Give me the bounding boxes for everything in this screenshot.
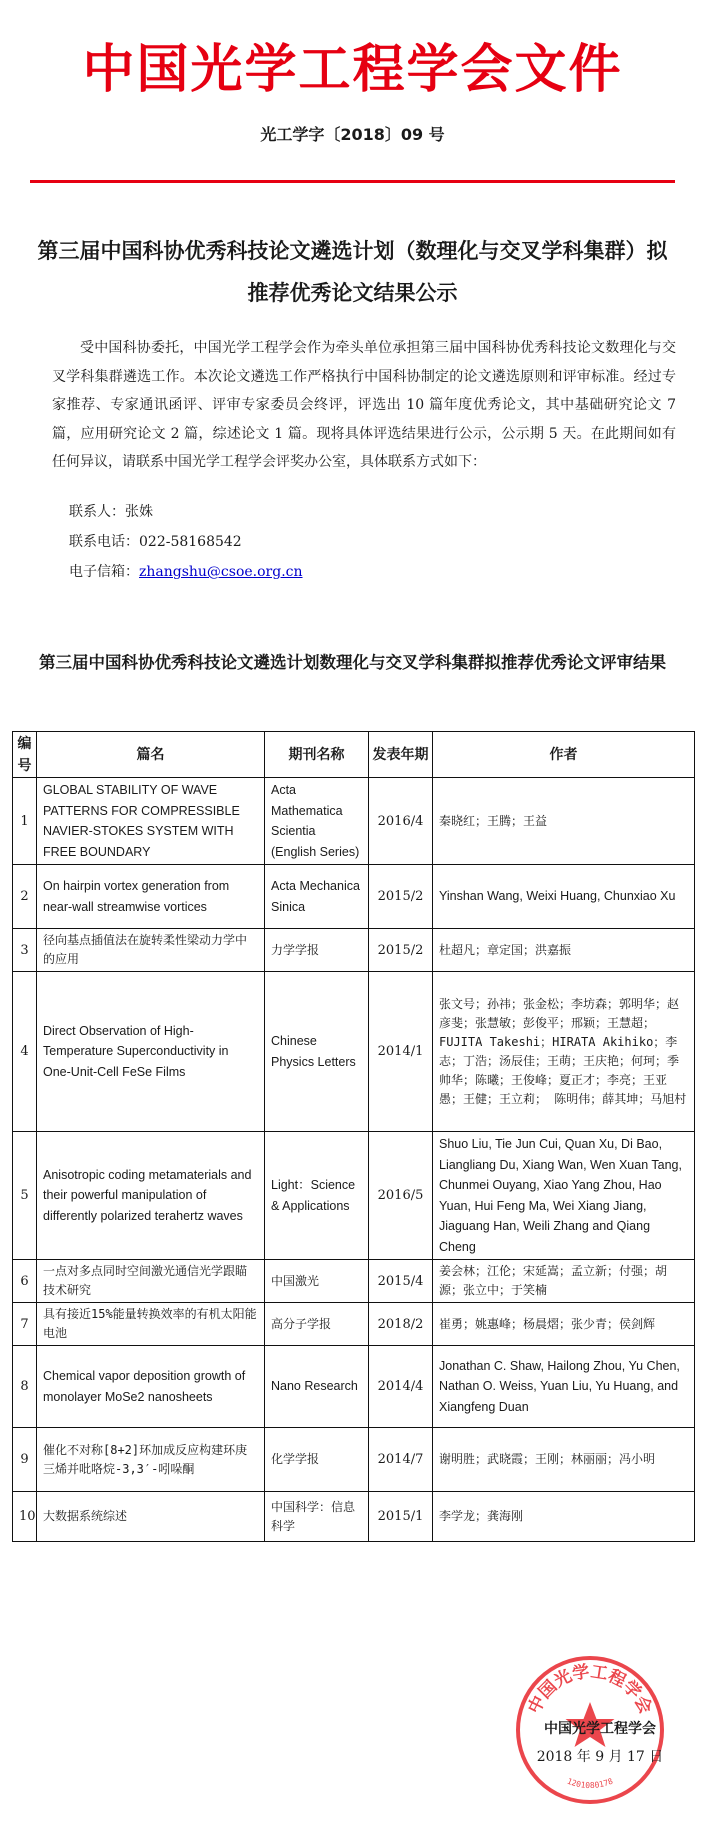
contact-person-value: 张姝 — [125, 504, 153, 520]
table-row — [13, 972, 695, 1132]
table-row — [13, 1346, 695, 1428]
authors: 谢明胜；武晓霞；王刚；林丽丽；冯小明 — [433, 1428, 695, 1492]
signature-date: 2018 年 9 月 17 日 — [536, 1749, 664, 1765]
authors: 杜超凡；章定国；洪嘉振 — [433, 929, 695, 972]
table-row — [13, 929, 695, 972]
publish-issue: 2015/2 — [369, 865, 433, 929]
row-number: 2 — [13, 865, 37, 929]
paper-title: Chemical vapor deposition growth of monolayer MoSe2 nanosheets — [37, 1346, 265, 1428]
paper-title: 催化不对称[8+2]环加成反应构建环庚三烯并吡咯烷-3,3′-吲哚酮 — [37, 1428, 265, 1492]
authors: 秦晓红；王腾；王益 — [433, 778, 695, 865]
row-number: 8 — [13, 1346, 37, 1428]
table-row — [13, 1428, 695, 1492]
journal-name: 化学学报 — [265, 1428, 369, 1492]
authors: Yinshan Wang, Weixi Huang, Chunxiao Xu — [433, 865, 695, 929]
row-number: 10 — [13, 1492, 37, 1542]
publish-issue: 2016/4 — [369, 778, 433, 865]
journal-name: 高分子学报 — [265, 1303, 369, 1346]
contact-phone — [69, 532, 242, 552]
seal-serial: 1201080178 — [565, 1776, 615, 1791]
publish-issue: 2014/4 — [369, 1346, 433, 1428]
publish-issue: 2014/1 — [369, 972, 433, 1132]
contact-email-label: 电子信箱： — [69, 564, 139, 580]
authors: Jonathan C. Shaw, Hailong Zhou, Yu Chen, Nathan O. Weiss, Yuan Liu, Yu Huang, and Xiangfeng Duan — [433, 1346, 695, 1428]
row-number: 9 — [13, 1428, 37, 1492]
journal-name: Nano Research — [265, 1346, 369, 1428]
publish-issue: 2015/1 — [369, 1492, 433, 1542]
results-table-title: 第三届中国科协优秀科技论文遴选计划数理化与交叉学科集群拟推荐优秀论文评审结果 — [39, 653, 666, 672]
document-header-title: 中国光学工程学会文件 — [82, 40, 623, 100]
contact-person-label: 联系人： — [69, 504, 125, 520]
table-row — [13, 1260, 695, 1303]
paper-title: Anisotropic coding metamaterials and their powerful manipulation of differently polarized terahertz waves — [37, 1132, 265, 1260]
row-number: 4 — [13, 972, 37, 1132]
table-header-row — [13, 732, 695, 778]
table-row — [13, 1303, 695, 1346]
document-number: 光工学字〔2018〕09 号 — [260, 125, 445, 144]
authors: 崔勇；姚惠峰；杨晨熠；张少青；侯剑辉 — [433, 1303, 695, 1346]
paper-title: 大数据系统综述 — [37, 1492, 265, 1542]
row-number: 1 — [13, 778, 37, 865]
journal-name: Chinese Physics Letters — [265, 972, 369, 1132]
journal-name: 中国激光 — [265, 1260, 369, 1303]
notice-body: 受中国科协委托，中国光学工程学会作为牵头单位承担第三届中国科协优秀科技论文数理化与交叉学科集群遴选工作。本次论文遴选工作严格执行中国科协制定的论文遴选原则和评审标准。经过专家推荐、专家通讯函评、评审专家委员会终评，评选出 10 篇年度优秀论文，其中基础研究论文 7 篇，应用研究论文 2 篇，综述论文 1 篇。现将具体评选结果进行公示，公示期 5 天。在此期间如有任何异议，请联系中国光学工程学会评奖办公室，具体联系方式如下： — [52, 340, 676, 470]
journal-name: Acta Mechanica Sinica — [265, 865, 369, 929]
table-row — [13, 1492, 695, 1542]
row-number: 3 — [13, 929, 37, 972]
contact-email-link[interactable]: zhangshu@csoe.org.cn — [139, 564, 303, 580]
authors: 姜会林；江伦；宋延嵩；孟立新；付强；胡源；张立中；于笑楠 — [433, 1260, 695, 1303]
table-row — [13, 1132, 695, 1260]
contact-email — [69, 562, 303, 582]
header-date: 发表年期 — [369, 732, 433, 778]
header-divider — [30, 180, 675, 183]
signature-organization: 中国光学工程学会 — [544, 1721, 656, 1737]
authors: Shuo Liu, Tie Jun Cui, Quan Xu, Di Bao, Liangliang Du, Xiang Wan, Wen Xuan Tang, Chunmei Ouyang, Xiao Yang Zhou, Hao Yuan, Hui Feng Ma, Wei Xiang Jiang, Jiaguang Han, Weili Zhang and Qiang Cheng — [433, 1132, 695, 1260]
header-journal: 期刊名称 — [265, 732, 369, 778]
paper-title: 径向基点插值法在旋转柔性梁动力学中的应用 — [37, 929, 265, 972]
contact-phone-label: 联系电话： — [69, 534, 139, 550]
contact-phone-value: 022-58168542 — [139, 534, 242, 550]
paper-title: On hairpin vortex generation from near-wall streamwise vortices — [37, 865, 265, 929]
journal-name: 力学学报 — [265, 929, 369, 972]
journal-name: Acta Mathematica Scientia (English Series) — [265, 778, 369, 865]
paper-title: GLOBAL STABILITY OF WAVE PATTERNS FOR COMPRESSIBLE NAVIER-STOKES SYSTEM WITH FREE BOUNDARY — [37, 778, 265, 865]
paper-title: 一点对多点同时空间激光通信光学跟瞄技术研究 — [37, 1260, 265, 1303]
contact-person — [69, 502, 153, 522]
notice-headline: 第三届中国科协优秀科技论文遴选计划（数理化与交叉学科集群）拟推荐优秀论文结果公示 — [37, 239, 668, 305]
paper-title: 具有接近15%能量转换效率的有机太阳能电池 — [37, 1303, 265, 1346]
table-row — [13, 778, 695, 865]
row-number: 6 — [13, 1260, 37, 1303]
table-row — [13, 865, 695, 929]
row-number: 5 — [13, 1132, 37, 1260]
authors: 李学龙；龚海刚 — [433, 1492, 695, 1542]
publish-issue: 2014/7 — [369, 1428, 433, 1492]
seal-text: 中国光学工程学会 — [524, 1661, 656, 1718]
row-number: 7 — [13, 1303, 37, 1346]
publish-issue: 2015/2 — [369, 929, 433, 972]
journal-name: Light：Science & Applications — [265, 1132, 369, 1260]
publish-issue: 2018/2 — [369, 1303, 433, 1346]
authors: 张文号；孙祎；张金松；李坊森；郭明华；赵彦斐；张慧敏；彭俊平；邢颖；王慧超；FUJITA Takeshi；HIRATA Akihiko；李志；丁浩；汤辰佳；王萌；王庆艳；何珂；季帅华；陈曦；王俊峰；夏正才；李亮；王亚愚；王健；王立莉； 陈明伟；薛其坤；马旭村 — [433, 972, 695, 1132]
publish-issue: 2016/5 — [369, 1132, 433, 1260]
publish-issue: 2015/4 — [369, 1260, 433, 1303]
paper-title: Direct Observation of High-Temperature Superconductivity in One-Unit-Cell FeSe Films — [37, 972, 265, 1132]
results-table — [12, 731, 695, 1542]
header-paper: 篇名 — [37, 732, 265, 778]
journal-name: 中国科学：信息科学 — [265, 1492, 369, 1542]
header-authors: 作者 — [433, 732, 695, 778]
header-no: 编号 — [13, 732, 37, 778]
